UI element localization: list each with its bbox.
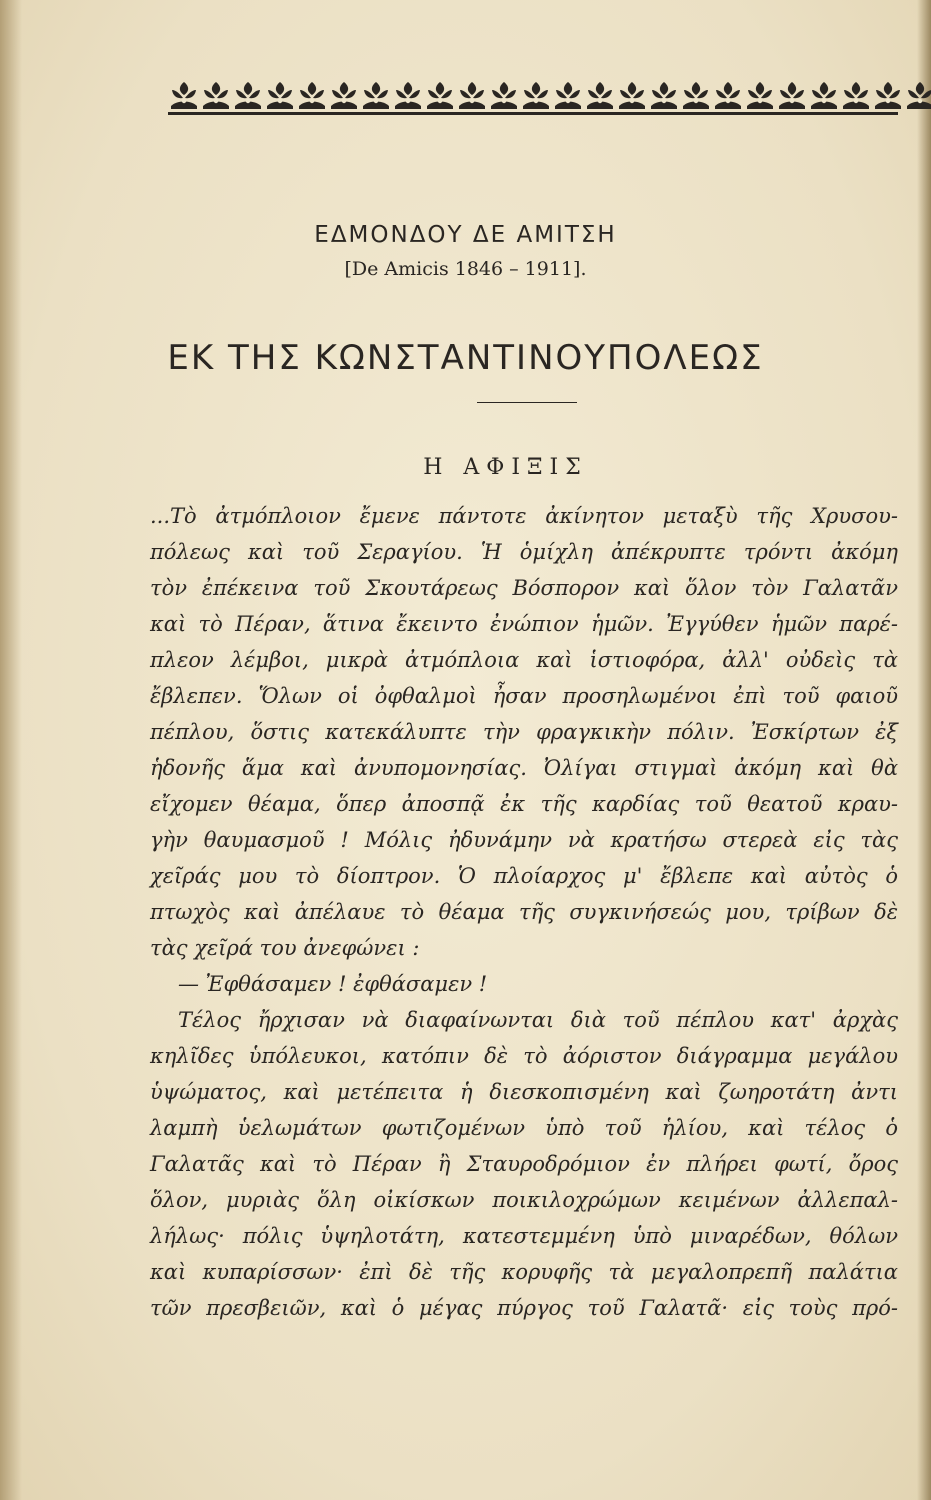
text-line: πτωχὸς καὶ ἀπέλαυε τὸ θέαμα τῆς συγκινήσεώς μου, τρίβων δὲ — [150, 900, 898, 924]
text-line: Γαλατᾶς καὶ τὸ Πέραν ἢ Σταυροδρόμιον ἐν πλήρει φωτί, ὄρος — [150, 1152, 898, 1176]
text-line: χεῖράς μου τὸ δίοπτρον. Ὁ πλοίαρχος μ' ἔβλεπε καὶ αὐτὸς ὁ — [150, 864, 898, 888]
floral-ornament-icon — [904, 78, 931, 112]
floral-ornament-icon — [232, 78, 264, 112]
section-heading: Η ΑΦΙΞΙΣ — [423, 455, 588, 480]
title-divider — [477, 402, 577, 403]
text-line: ὅλον, μυριὰς ὅλη οἰκίσκων ποικιλοχρώμων κειμένων ἀλλεπαλ- — [150, 1188, 898, 1212]
floral-ornament-icon — [200, 78, 232, 112]
floral-ornament-border — [168, 72, 898, 115]
text-line: πλεον λέμβοι, μικρὰ ἀτμόπλοια καὶ ἱστιοφόρα, ἀλλ' οὐδεὶς τὰ — [150, 648, 898, 672]
floral-ornament-icon — [424, 78, 456, 112]
chapter-title: ΕΚ ΤΗΣ ΚΩΝΣΤΑΝΤΙΝΟΥΠΟΛΕΩΣ — [167, 338, 764, 378]
floral-ornament-icon — [360, 78, 392, 112]
floral-ornament-icon — [296, 78, 328, 112]
text-line: τὰς χεῖρά του ἀνεφώνει : — [150, 936, 420, 960]
floral-ornament-icon — [616, 78, 648, 112]
text-line: ...Τὸ ἀτμόπλοιον ἔμενε πάντοτε ἀκίνητον μεταξὺ τῆς Χρυσου- — [150, 504, 898, 528]
floral-ornament-icon — [776, 78, 808, 112]
floral-ornament-icon — [680, 78, 712, 112]
floral-ornament-icon — [648, 78, 680, 112]
text-line: τῶν πρεσβειῶν, καὶ ὁ μέγας πύργος τοῦ Γαλατᾶ· εἰς τοὺς πρό- — [150, 1296, 898, 1320]
body-text — [150, 498, 898, 1326]
text-line: κηλῖδες ὑπόλευκοι, κατόπιν δὲ τὸ ἀόριστον διάγραμμα μεγάλου — [150, 1044, 898, 1068]
text-line: καὶ κυπαρίσσων· ἐπὶ δὲ τῆς κορυφῆς τὰ μεγαλοπρεπῆ παλάτια — [150, 1260, 898, 1284]
floral-ornament-icon — [264, 78, 296, 112]
text-line: τὸν ἐπέκεινα τοῦ Σκουτάρεως Βόσπορον καὶ ὅλον τὸν Γαλατᾶν — [150, 576, 898, 600]
text-line: εἴχομεν θέαμα, ὅπερ ἀποσπᾷ ἐκ τῆς καρδίας τοῦ θεατοῦ κραυ- — [150, 792, 898, 816]
floral-ornament-icon — [488, 78, 520, 112]
floral-ornament-icon — [808, 78, 840, 112]
text-line: λαμπὴ ὑελωμάτων φωτιζομένων ὑπὸ τοῦ ἡλίου, καὶ τέλος ὁ — [150, 1116, 898, 1140]
floral-ornament-icon — [328, 78, 360, 112]
floral-ornament-icon — [872, 78, 904, 112]
author-name: ΕΔΜΟΝΔΟΥ ΔΕ ΑΜΙΤΣΗ — [314, 222, 617, 248]
text-line: ἡδονῆς ἅμα καὶ ἀνυπομονησίας. Ὀλίγαι στιγμαὶ ἀκόμη καὶ θὰ — [150, 756, 898, 780]
floral-ornament-icon — [456, 78, 488, 112]
text-line: ἔβλεπεν. Ὅλων οἱ ὀφθαλμοὶ ἦσαν προσηλωμένοι ἐπὶ τοῦ φαιοῦ — [150, 684, 898, 708]
floral-ornament-icon — [168, 78, 200, 112]
floral-ornament-icon — [840, 78, 872, 112]
text-line: γὴν θαυμασμοῦ ! Μόλις ἠδυνάμην νὰ κρατήσω στερεὰ εἰς τὰς — [150, 828, 898, 852]
floral-ornament-icon — [712, 78, 744, 112]
text-line: Τέλος ἤρχισαν νὰ διαφαίνωνται διὰ τοῦ πέπλου κατ' ἀρχὰς — [178, 1008, 898, 1032]
text-line: πέπλου, ὅστις κατεκάλυπτε τὴν φραγκικὴν πόλιν. Ἐσκίρτων ἐξ — [150, 720, 898, 744]
text-line: — Ἐφθάσαμεν ! ἐφθάσαμεν ! — [178, 972, 488, 996]
text-line: πόλεως καὶ τοῦ Σεραγίου. Ἡ ὁμίχλη ἀπέκρυπτε τρόντι ἀκόμη — [150, 540, 898, 564]
text-line: ὑψώματος, καὶ μετέπειτα ἡ διεσκοπισμένη καὶ ζωηροτάτη ἀντι — [150, 1080, 898, 1104]
text-line: λήλως· πόλις ὑψηλοτάτη, κατεστεμμένη ὑπὸ μιναρέδων, θόλων — [150, 1224, 898, 1248]
floral-ornament-icon — [552, 78, 584, 112]
author-dates: [De Amicis 1846 – 1911]. — [344, 258, 587, 280]
floral-ornament-icon — [744, 78, 776, 112]
floral-ornament-icon — [584, 78, 616, 112]
floral-ornament-icon — [520, 78, 552, 112]
text-line: καὶ τὸ Πέραν, ἅτινα ἔκειντο ἐνώπιον ἡμῶν. Ἐγγύθεν ἡμῶν παρέ- — [150, 612, 898, 636]
floral-ornament-icon — [392, 78, 424, 112]
